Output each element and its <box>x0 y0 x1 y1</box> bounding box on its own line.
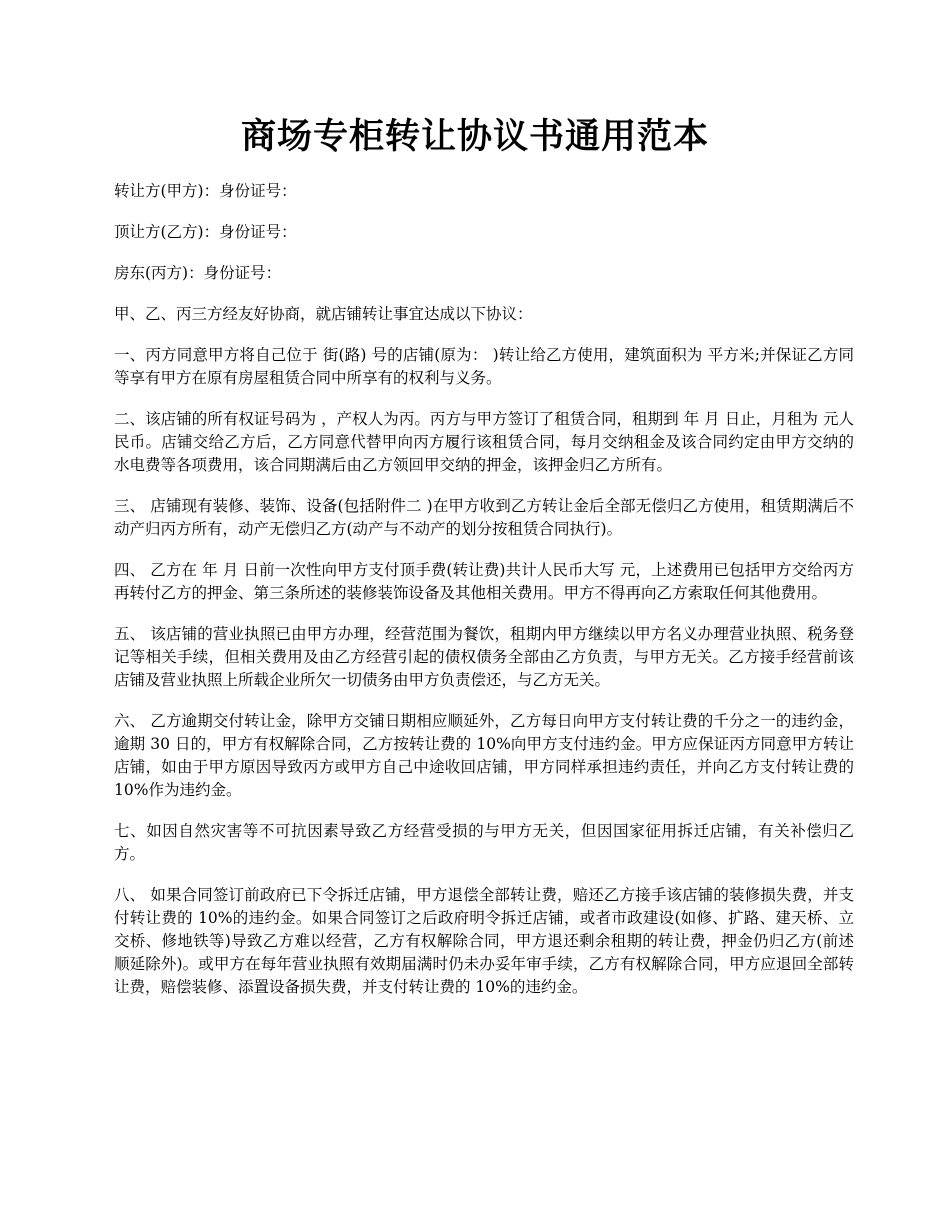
clause-1: 一、丙方同意甲方将自己位于 街(路) 号的店铺(原为： )转让给乙方使用，建筑面积为 平方米;并保证乙方同等享有甲方在原有房屋租赁合同中所享有的权利与义务。 <box>114 346 854 387</box>
clause-4: 四、 乙方在 年 月 日前一次性向甲方支付顶手费(转让费)共计人民币大写 元，上述费用已包括甲方交给丙方再转付乙方的押金、第三条所述的装修装饰设备及其他相关费用。甲方不得再向乙方索取任何其他费用。 <box>114 561 854 602</box>
clause-2: 二、该店铺的所有权证号码为 ，产权人为丙。丙方与甲方签订了租赁合同，租期到 年 月 日止，月租为 元人民币。店铺交给乙方后，乙方同意代替甲向丙方履行该租赁合同，每月交纳租金及该合同约定由甲方交纳的水电费等各项费用，该合同期满后由乙方领回甲交纳的押金，该押金归乙方所有。 <box>114 410 854 474</box>
document-body <box>114 180 854 1017</box>
clause-3: 三、 店铺现有装修、装饰、设备(包括附件二 )在甲方收到乙方转让金后全部无偿归乙方使用，租赁期满后不动产归丙方所有，动产无偿归乙方(动产与不动产的划分按租赁合同执行)。 <box>114 497 854 538</box>
clause-7: 七、如因自然灾害等不可抗因素导致乙方经营受损的与甲方无关，但因国家征用拆迁店铺，有关补偿归乙方。 <box>114 822 854 863</box>
preamble-paragraph: 甲、乙、丙三方经友好协商，就店铺转让事宜达成以下协议： <box>114 305 533 323</box>
party-b-line: 顶让方(乙方)：身份证号： <box>114 223 297 241</box>
party-a-line: 转让方(甲方)：身份证号： <box>114 182 297 200</box>
document-title: 商场专柜转让协议书通用范本 <box>240 116 709 157</box>
clause-5: 五、 该店铺的营业执照已由甲方办理，经营范围为餐饮，租期内甲方继续以甲方名义办理营业执照、税务登记等相关手续，但相关费用及由乙方经营引起的债权债务全部由乙方负责，与甲方无关。乙方接手经营前该店铺及营业执照上所载企业所欠一切债务由甲方负责偿还，与乙方无关。 <box>114 625 854 689</box>
clause-6: 六、 乙方逾期交付转让金，除甲方交铺日期相应顺延外，乙方每日向甲方支付转让费的千分之一的违约金，逾期 30 日的，甲方有权解除合同，乙方按转让费的 10%向甲方支付违约金。甲方应保证丙方同意甲方转让店铺，如由于甲方原因导致丙方或甲方自己中途收回店铺，甲方同样承担违约责任，并向乙方支付转让费的 10%作为违约金。 <box>114 712 854 799</box>
party-c-line: 房东(丙方)：身份证号： <box>114 264 282 282</box>
clause-8: 八、 如果合同签订前政府已下令拆迁店铺，甲方退偿全部转让费，赔还乙方接手该店铺的装修损失费，并支付转让费的 10%的违约金。如果合同签订之后政府明令拆迁店铺，或者市政建设(如修、扩路、建天桥、立交桥、修地铁等)导致乙方难以经营，乙方有权解除合同，甲方退还剩余租期的转让费，押金仍归乙方(前述顺延除外)。或甲方在每年营业执照有效期届满时仍未办妥年审手续，乙方有权解除合同，甲方应退回全部转让费，赔偿装修、添置设备损失费，并支付转让费的 10%的违约金。 <box>114 886 854 996</box>
